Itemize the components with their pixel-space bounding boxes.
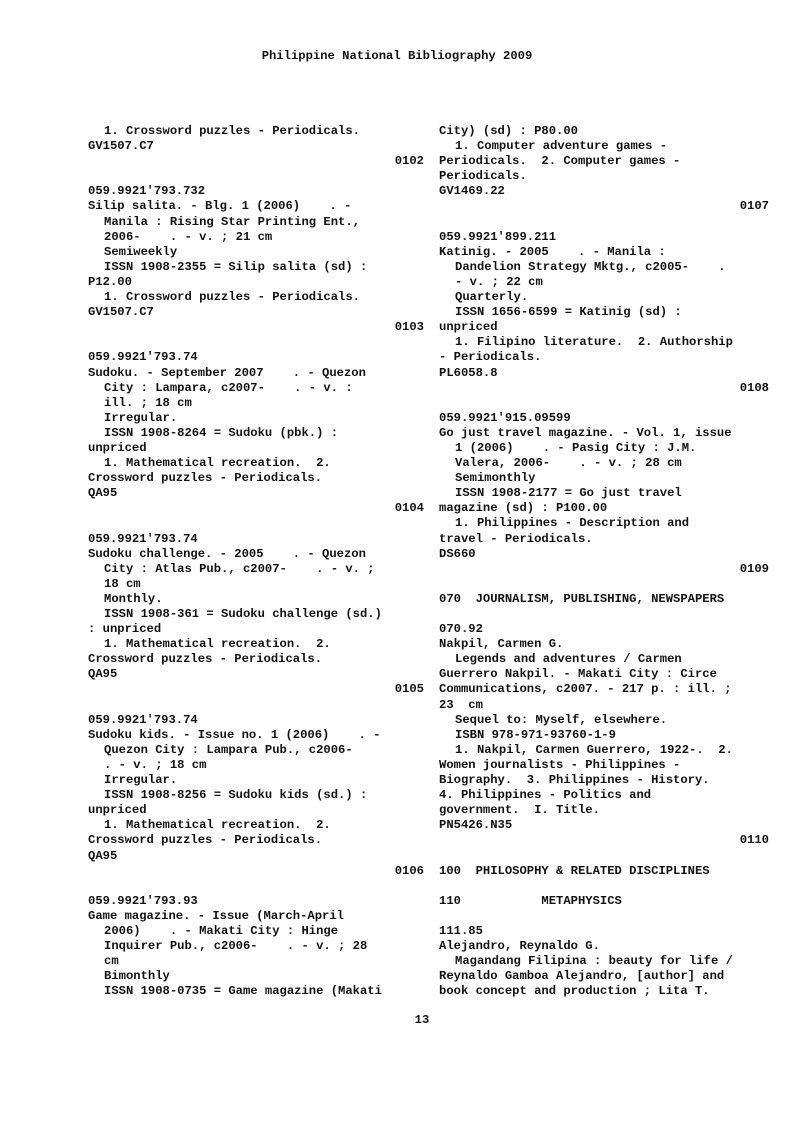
text-line xyxy=(88,335,424,350)
text-line: 1. Philippines - Description and xyxy=(455,516,690,531)
text-line: ill. ; 18 cm xyxy=(104,395,192,410)
text-line xyxy=(88,698,424,713)
text-line: government. I. Title. xyxy=(439,803,600,818)
text-line: book concept and production ; Lita T. xyxy=(439,984,710,999)
text-line: City) (sd) : P80.00 xyxy=(439,124,578,138)
entry-number: 0106 xyxy=(394,863,424,878)
text-line: Silip salita. - Blg. 1 (2006) . - xyxy=(88,199,352,214)
text-line: 070 JOURNALISM, PUBLISHING, NEWSPAPERS xyxy=(439,591,725,606)
text-line: Semiweekly xyxy=(104,244,178,259)
text-line: Women journalists - Philippines - xyxy=(439,757,681,772)
text-line: 1. Nakpil, Carmen Guerrero, 1922-. 2. xyxy=(455,742,733,757)
text-line: travel - Periodicals. xyxy=(439,531,593,546)
text-line: Periodicals. 2. Computer games - xyxy=(439,154,681,169)
text-line: Go just travel magazine. - Vol. 1, issue xyxy=(439,425,732,440)
text-line: Monthly. xyxy=(104,591,163,606)
left-column xyxy=(88,124,424,999)
text-line: PL6058.8 xyxy=(439,365,498,380)
text-line xyxy=(88,516,424,531)
text-line: magazine (sd) : P100.00 xyxy=(439,501,608,516)
text-line xyxy=(88,169,424,184)
text-line xyxy=(439,577,769,592)
text-line xyxy=(439,849,769,864)
text-line: GV1469.22 xyxy=(439,184,505,199)
text-line: 059.9921'793.93 xyxy=(88,893,198,908)
text-line: City : Lampara, c2007- . - v. : xyxy=(104,380,353,395)
text-line: Quarterly. xyxy=(455,290,529,305)
text-line: - Periodicals. xyxy=(439,350,542,365)
text-line: ISBN 978-971-93760-1-9 xyxy=(455,727,616,742)
text-line: DS660 xyxy=(439,546,476,561)
text-line: 100 PHILOSOPHY & RELATED DISCIPLINES xyxy=(439,863,710,878)
text-line: Semimonthly xyxy=(455,471,536,486)
text-line: ISSN 1908-8264 = Sudoku (pbk.) : xyxy=(104,425,339,440)
text-line: Valera, 2006- . - v. ; 28 cm xyxy=(455,456,682,471)
page-number: 13 xyxy=(414,1013,430,1027)
running-header: Philippine National Bibliography 2009 xyxy=(261,49,533,63)
text-line: Crossword puzzles - Periodicals. xyxy=(88,652,323,667)
text-line: P12.00 xyxy=(88,274,132,289)
text-line: 1. Mathematical recreation. 2. xyxy=(104,456,331,471)
text-line: Katinig. - 2005 . - Manila : xyxy=(439,244,666,259)
text-line xyxy=(439,879,769,894)
text-line: Dandelion Strategy Mktg., c2005- . xyxy=(455,259,726,274)
text-line: QA95 xyxy=(88,486,118,501)
text-line: Sudoku challenge. - 2005 . - Quezon xyxy=(88,546,366,561)
text-line: Quezon City : Lampara Pub., c2006- xyxy=(104,742,353,757)
text-line: Biography. 3. Philippines - History. xyxy=(439,773,710,788)
text-line: 1. Filipino literature. 2. Authorship xyxy=(455,335,733,350)
text-line: Nakpil, Carmen G. xyxy=(439,637,564,652)
text-line: 059.9921'915.09599 xyxy=(439,410,571,425)
text-line: 1. Computer adventure games - xyxy=(455,139,668,154)
text-line: GV1507.C7 xyxy=(88,305,154,320)
text-line: QA95 xyxy=(88,667,118,682)
entry-number: 0102 xyxy=(394,154,424,169)
text-line: Sequel to: Myself, elsewhere. xyxy=(455,712,668,727)
text-line: Sudoku. - September 2007 . - Quezon xyxy=(88,365,366,380)
text-line: GV1507.C7 xyxy=(88,139,154,154)
text-line: City : Atlas Pub., c2007- . - v. ; xyxy=(104,561,375,576)
text-line: 1. Mathematical recreation. 2. xyxy=(104,818,331,833)
text-line: 070.92 xyxy=(439,622,483,637)
right-column xyxy=(439,124,769,999)
text-line: 18 cm xyxy=(104,576,141,591)
text-line: 1. Crossword puzzles - Periodicals. xyxy=(104,124,360,138)
text-line: 059.9921'793.732 xyxy=(88,184,206,199)
text-line: : unpriced xyxy=(88,622,162,637)
text-line: 059.9921'793.74 xyxy=(88,712,198,727)
text-line: ISSN 1908-2177 = Go just travel xyxy=(455,486,682,501)
text-line: PN5426.N35 xyxy=(439,818,513,833)
entry-number: 0105 xyxy=(394,682,424,697)
text-line: 059.9921'793.74 xyxy=(88,350,198,365)
entry-number: 0104 xyxy=(394,501,424,516)
text-line xyxy=(439,215,769,230)
text-line: 4. Philippines - Politics and xyxy=(439,788,652,803)
text-line: Alejandro, Reynaldo G. xyxy=(439,939,600,954)
text-line: Game magazine. - Issue (March-April xyxy=(88,908,344,923)
text-line xyxy=(439,909,769,924)
text-line: 110 METAPHYSICS xyxy=(439,893,622,908)
text-line xyxy=(439,607,769,622)
text-line: ISSN 1908-0735 = Game magazine (Makati xyxy=(104,984,382,999)
text-line xyxy=(88,879,424,894)
text-line: 111.85 xyxy=(439,923,483,938)
text-line: Legends and adventures / Carmen xyxy=(455,652,682,667)
text-line: ISSN 1908-8256 = Sudoku kids (sd.) : xyxy=(104,788,368,803)
text-line: unpriced xyxy=(439,320,498,335)
text-line: Inquirer Pub., c2006- . - v. ; 28 xyxy=(104,939,368,954)
text-line: Reynaldo Gamboa Alejandro, [author] and xyxy=(439,969,725,984)
text-line: Periodicals. xyxy=(439,169,527,184)
text-line: Communications, c2007. - 217 p. : ill. ; xyxy=(439,682,732,697)
entry-number: 0108 xyxy=(739,380,769,395)
text-line: unpriced xyxy=(88,440,147,455)
text-line: Manila : Rising Star Printing Ent., xyxy=(104,214,360,229)
text-line: Sudoku kids. - Issue no. 1 (2006) . - xyxy=(88,727,381,742)
text-line: QA95 xyxy=(88,848,118,863)
entry-number: 0110 xyxy=(739,833,769,848)
text-line: 2006- . - v. ; 21 cm xyxy=(104,229,273,244)
text-line: Guerrero Nakpil. - Makati City : Circe xyxy=(439,667,717,682)
text-line: 059.9921'793.74 xyxy=(88,531,198,546)
text-line xyxy=(439,396,769,411)
text-line: Irregular. xyxy=(104,773,178,788)
text-line: cm xyxy=(104,954,119,969)
text-line: Crossword puzzles - Periodicals. xyxy=(88,833,323,848)
text-line: - v. ; 22 cm xyxy=(455,274,543,289)
entry-number: 0103 xyxy=(394,320,424,335)
text-line: Bimonthly xyxy=(104,969,170,984)
text-line: ISSN 1908-361 = Sudoku challenge (sd.) xyxy=(104,607,382,621)
text-line: Magandang Filipina : beauty for life / xyxy=(455,954,733,969)
text-line: Crossword puzzles - Periodicals. xyxy=(88,471,323,486)
text-line: ISSN 1656-6599 = Katinig (sd) : xyxy=(455,305,682,320)
text-line: 059.9921'899.211 xyxy=(439,229,557,244)
text-line: unpriced xyxy=(88,803,147,818)
entry-number: 0107 xyxy=(739,199,769,214)
text-line: 23 cm xyxy=(439,697,483,712)
text-line: 1. Crossword puzzles - Periodicals. xyxy=(104,290,360,305)
entry-number: 0109 xyxy=(739,561,769,576)
text-line: 2006) . - Makati City : Hinge xyxy=(104,923,339,938)
text-line: 1 (2006) . - Pasig City : J.M. xyxy=(455,440,697,455)
text-line: Irregular. xyxy=(104,410,178,425)
text-line: . - v. ; 18 cm xyxy=(104,757,207,772)
text-line: 1. Mathematical recreation. 2. xyxy=(104,637,331,652)
text-line: ISSN 1908-2355 = Silip salita (sd) : xyxy=(104,259,368,274)
